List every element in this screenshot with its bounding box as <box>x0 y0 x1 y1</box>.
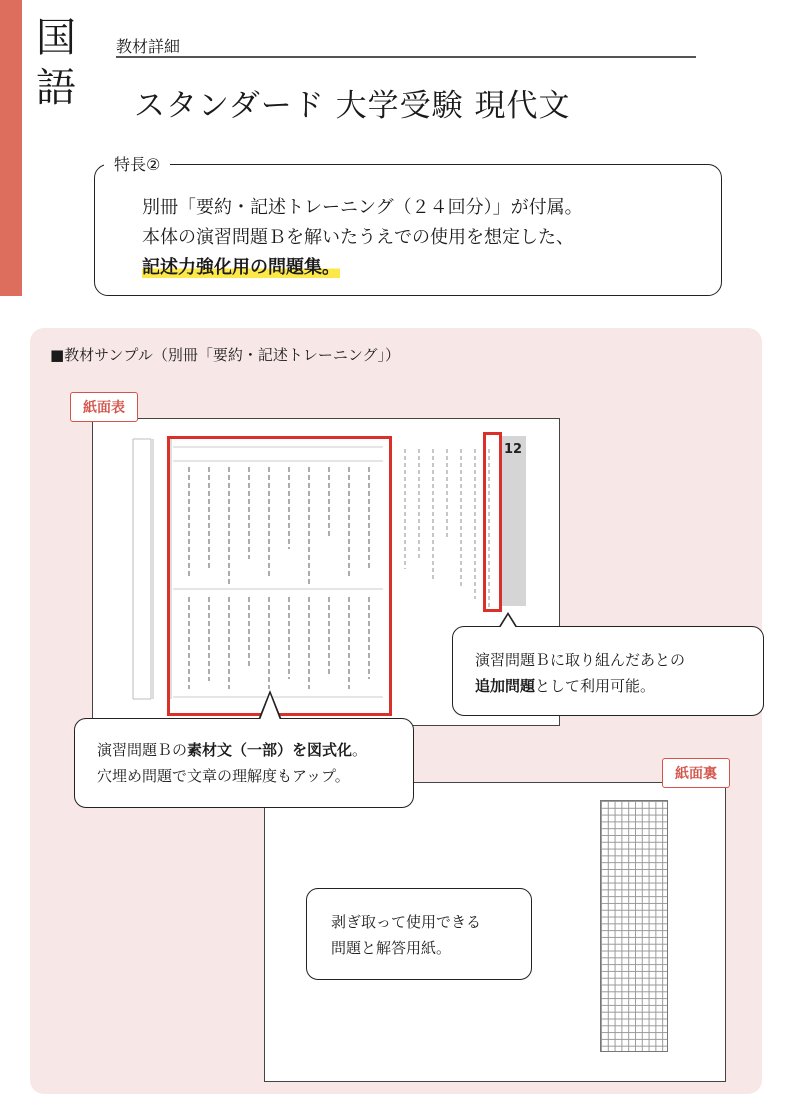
callout-text: として利用可能。 <box>535 677 656 695</box>
answer-grid <box>600 800 668 1052</box>
callout-additional-problems <box>452 626 764 716</box>
callout-bold: 素材文（一部）を図式化 <box>187 741 353 759</box>
chapter-number: 12 <box>504 442 523 457</box>
callout-line: 剥ぎ取って使用できる <box>331 913 482 931</box>
front-label: 紙面表 <box>70 392 138 422</box>
back-label: 紙面裏 <box>662 758 730 788</box>
highlight-frame-diagram <box>167 436 392 716</box>
header-divider <box>116 56 696 58</box>
callout-bold: 追加問題 <box>475 677 536 695</box>
callout-diagram <box>74 718 414 808</box>
callout-line: 穴埋め問題で文章の理解度もアップ。 <box>97 767 350 785</box>
callout-pointer-inner <box>500 615 516 628</box>
callout-answer-sheet <box>306 888 532 980</box>
sample-heading: ■教材サンプル（別冊「要約・記述トレーニング」） <box>50 346 401 364</box>
feature-tag: 特長② <box>104 156 170 174</box>
feature-line-1: 別冊「要約・記述トレーニング（２４回分）」が付属。 <box>142 197 583 218</box>
feature-line-2: 本体の演習問題Ｂを解いたうえでの使用を想定した、 <box>142 227 574 248</box>
callout-pointer-inner <box>260 694 280 720</box>
callout-line: 演習問題Ｂに取り組んだあとの <box>475 651 686 669</box>
callout-text: 。 <box>352 741 368 759</box>
feature-line-3 <box>142 256 340 280</box>
callout-line <box>475 673 741 699</box>
feature-highlight-text: 記述力強化用の問題集。 <box>142 257 340 278</box>
subject-color-bar <box>0 0 22 296</box>
section-label: 教材詳細 <box>116 37 181 56</box>
subject-char-2: 語 <box>36 65 76 111</box>
callout-line: 問題と解答用紙。 <box>331 939 452 957</box>
callout-text: 演習問題Ｂの <box>97 741 188 759</box>
subject-char-1: 国 <box>36 15 76 61</box>
callout-line <box>97 737 391 763</box>
page-title: スタンダード 大学受験 現代文 <box>134 88 571 124</box>
chapter-tab <box>500 436 526 606</box>
highlight-frame-heading <box>483 432 502 612</box>
